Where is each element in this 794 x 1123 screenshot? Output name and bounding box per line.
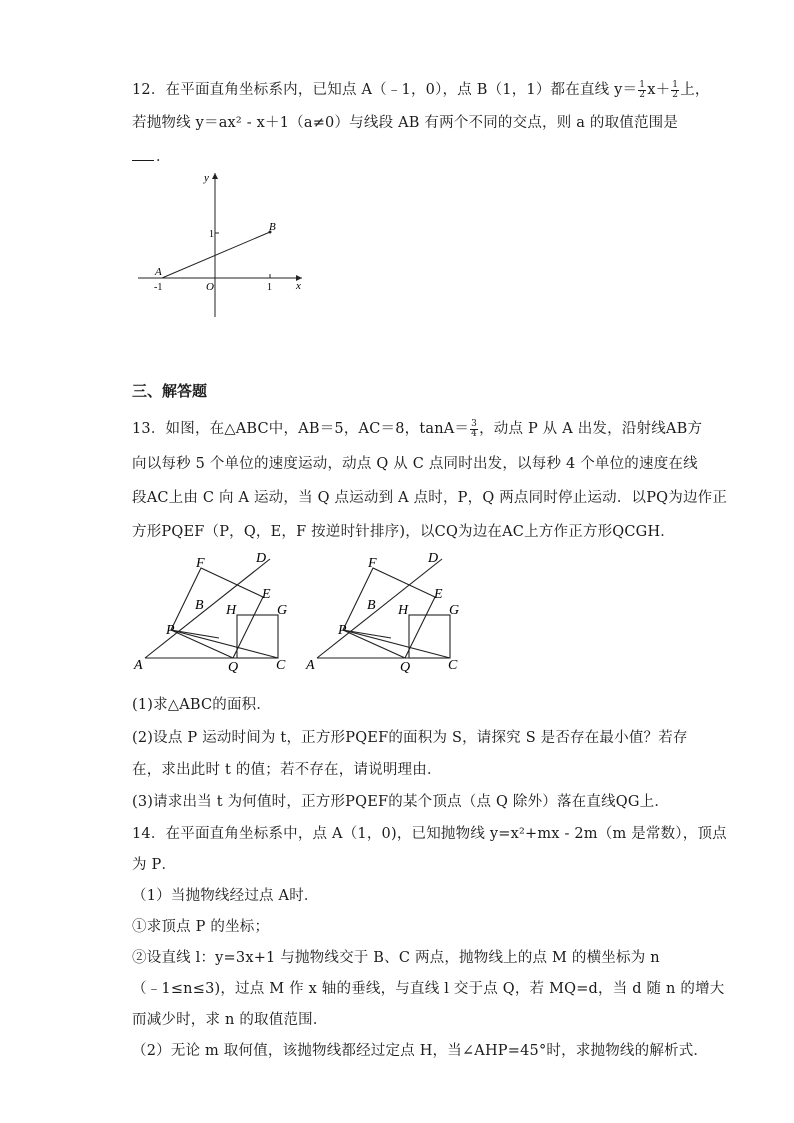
q12-line2: 若抛物线 y＝ax² - x＋1（a≠0）与线段 AB 有两个不同的交点，则 a 的取值范围是 (132, 115, 679, 131)
x-axis-label: x (296, 280, 301, 292)
q14-line7: 而减少时，求 n 的取值范围． (132, 1012, 328, 1028)
q14-line1: 14．在平面直角坐标系中，点 A（1，0)，已知抛物线 y=x²+mx - 2m（m 是常数），顶点 (132, 826, 727, 842)
q13-figure-left (128, 545, 310, 675)
q13-line3: 段AC上由 C 向 A 运动，当 Q 点运动到 A 点时，P，Q 两点同时停止运动．以PQ为边作正 (132, 490, 728, 506)
q14-line8: （2）无论 m 取何值，该抛物线都经过定点 H，当∠AHP=45°时，求抛物线的解析式． (132, 1043, 709, 1059)
q13-line4: 方形PQEF（P，Q，E，F 按逆时针排序)，以CQ为边在AC上方作正方形QCGH． (132, 524, 676, 540)
q14-line2: 为 P． (132, 857, 177, 873)
label-p: P (166, 623, 175, 638)
fraction-half-2 (671, 81, 679, 100)
label-p: P (338, 623, 347, 638)
frac-num: 1 (639, 79, 646, 90)
point-a-label: A (155, 266, 162, 278)
frac-num: 1 (672, 79, 679, 90)
q13-part3: (3)请求出当 t 为何值时，正方形PQEF的某个顶点（点 Q 除外）落在直线QG上． (132, 794, 670, 810)
point-b-label: B (269, 221, 276, 233)
x-tick-neg-label: -1 (154, 282, 163, 293)
q14-line3: （1）当抛物线经过点 A时． (132, 888, 319, 904)
label-g: G (277, 603, 288, 618)
label-h: H (398, 603, 409, 618)
label-q: Q (400, 660, 411, 675)
label-d: D (256, 551, 267, 566)
q12-end: ． (156, 149, 171, 165)
q12-text-c: 上， (680, 82, 710, 98)
frac-num: 3 (471, 418, 478, 429)
q13-line2: 向以每秒 5 个单位的速度运动，动点 Q 从 C 点同时出发，以每秒 4 个单位的速度在线 (132, 456, 698, 472)
q13-part1: (1)求△ABC的面积． (132, 697, 272, 713)
frac-den: 2 (672, 89, 679, 100)
y-axis-label: y (204, 172, 209, 184)
label-b: B (195, 598, 204, 613)
q12-text-a: 12．在平面直角坐标系内，已知点 A（﹣1，0），点 B（1，1）都在直线 y＝ (132, 82, 638, 98)
section-title: 三、解答题 (132, 382, 208, 400)
q13-line1 (132, 417, 702, 439)
label-q: Q (228, 660, 239, 675)
q12-graph (130, 165, 320, 325)
answer-blank (132, 148, 154, 161)
label-e: E (262, 587, 271, 602)
y-tick-label: 1 (209, 229, 214, 240)
label-g: G (449, 603, 460, 618)
q13-figure-right (300, 545, 482, 675)
q13-text-b: ，动点 P 从 A 出发，沿射线AB方 (479, 421, 703, 437)
q13-part2-line2: 在，求出此时 t 的值；若不存在，请说明理由． (132, 762, 442, 778)
label-c: C (448, 658, 458, 673)
label-a: A (134, 658, 143, 673)
q13-part2-line1: (2)设点 P 运动时间为 t，正方形PQEF的面积为 S，请探究 S 是否存在最小值？若存 (132, 730, 688, 746)
x-tick-label: 1 (267, 282, 272, 293)
label-d: D (428, 551, 439, 566)
label-b: B (367, 598, 376, 613)
label-f: F (368, 556, 377, 571)
label-a: A (306, 658, 315, 673)
label-e: E (434, 587, 443, 602)
segment-ab (162, 232, 270, 278)
q12-text-b: x＋ (647, 82, 671, 98)
origin-label: O (206, 281, 214, 293)
q12-line1 (132, 78, 710, 100)
frac-den: 4 (471, 428, 478, 439)
q14-line4: ①求顶点 P 的坐标； (132, 919, 270, 935)
fraction-three-quarters (470, 420, 478, 439)
label-h: H (226, 603, 237, 618)
q14-line5: ②设直线 l：y=3x+1 与抛物线交于 B、C 两点，抛物线上的点 M 的横坐标为 n (132, 950, 660, 966)
fraction-half-1 (638, 81, 646, 100)
frac-den: 2 (639, 89, 646, 100)
q13-text-a: 13．如图，在△ABC中，AB＝5，AC＝8，tanA＝ (132, 421, 470, 437)
q14-line6: （﹣1≤n≤3)，过点 M 作 x 轴的垂线，与直线 l 交于点 Q，若 MQ=d，当 d 随 n 的增大 (132, 981, 725, 997)
label-f: F (196, 556, 205, 571)
q12-line3 (132, 145, 171, 166)
label-c: C (276, 658, 286, 673)
